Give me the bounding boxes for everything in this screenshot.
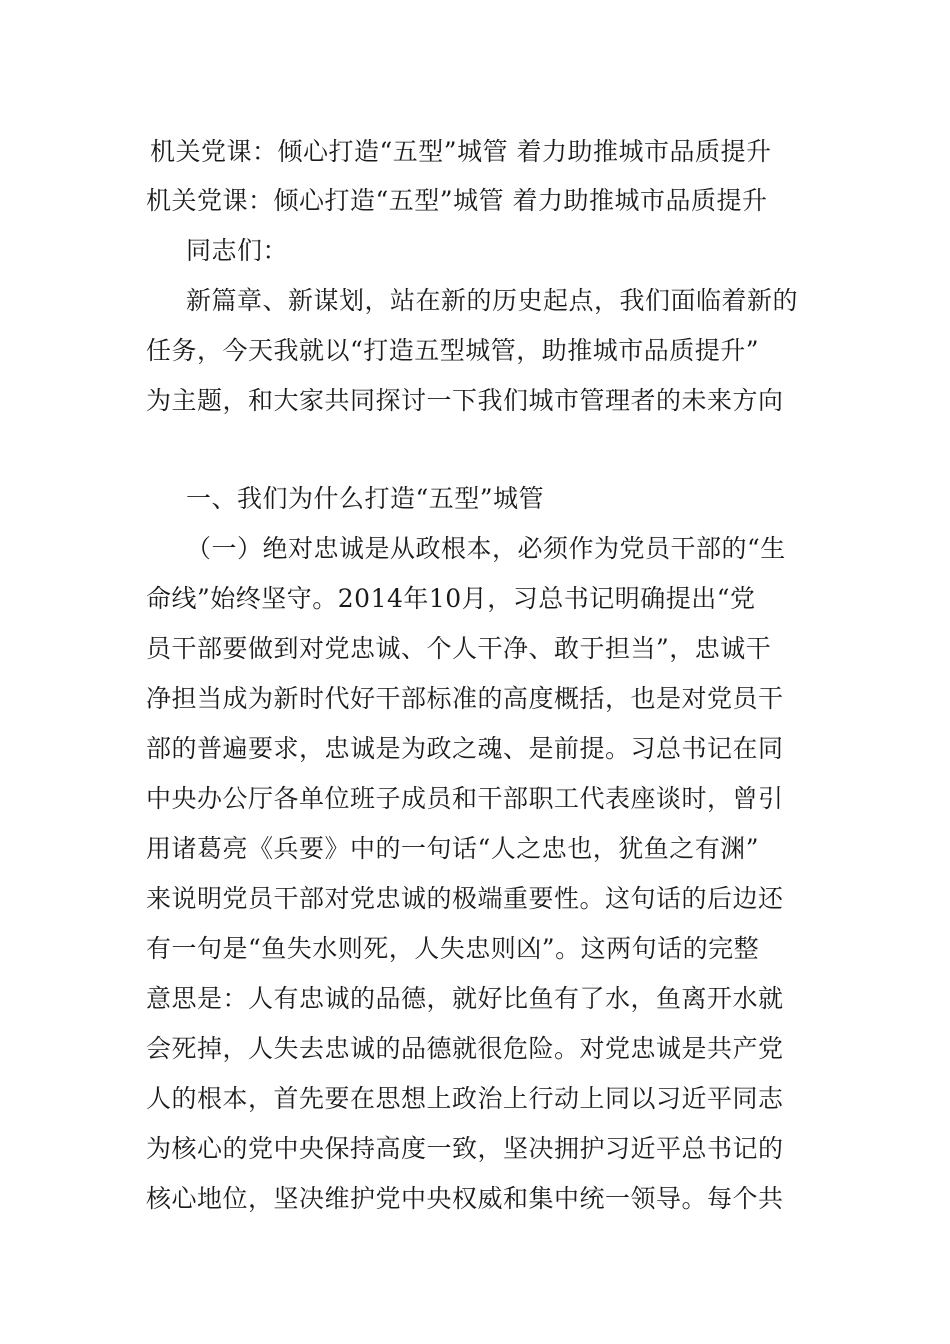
body-line: 员干部要做到对党忠诚、个人干净、敢于担当”，忠诚干: [146, 634, 772, 663]
body-line: 命线”始终坚守。2014年10月，习总书记明确提出“党: [146, 584, 756, 613]
body-line: 部的普遍要求，忠诚是为政之魂、是前提。习总书记在同: [146, 734, 784, 763]
document-title: 机关党课：倾心打造“五型”城管 着力助推城市品质提升: [150, 137, 772, 166]
body-line: 净担当成为新时代好干部标准的高度概括，也是对党员干: [146, 684, 784, 713]
section-heading: 一、我们为什么打造“五型”城管: [186, 484, 545, 513]
body-line: 为核心的党中央保持高度一致，坚决拥护习近平总书记的: [146, 1134, 784, 1163]
body-line: 意思是：人有忠诚的品德，就好比鱼有了水，鱼离开水就: [146, 984, 784, 1013]
body-line: 中央办公厅各单位班子成员和干部职工代表座谈时，曾引: [146, 784, 784, 813]
body-line: 有一句是“鱼失水则死，人失忠则凶”。这两句话的完整: [146, 934, 760, 963]
greeting: 同志们：: [186, 236, 289, 265]
paragraph-line: 任务，今天我就以“打造五型城管，助推城市品质提升”: [146, 336, 760, 365]
body-line: 核心地位，坚决维护党中央权威和集中统一领导。每个共: [146, 1184, 784, 1213]
body-line: 来说明党员干部对党忠诚的极端重要性。这句话的后边还: [146, 884, 784, 913]
body-line: 用诸葛亮《兵要》中的一句话“人之忠也，犹鱼之有渊”: [146, 834, 760, 863]
body-line: （一）绝对忠诚是从政根本，必须作为党员干部的“生: [186, 534, 786, 563]
paragraph-line: 新篇章、新谋划，站在新的历史起点，我们面临着新的: [186, 286, 799, 315]
paragraph-line: 为主题，和大家共同探讨一下我们城市管理者的未来方向: [146, 386, 784, 415]
body-line: 会死掉，人失去忠诚的品德就很危险。对党忠诚是共产党: [146, 1034, 784, 1063]
body-line: 人的根本，首先要在思想上政治上行动上同以习近平同志: [146, 1084, 784, 1113]
document-title-repeat: 机关党课：倾心打造“五型”城管 着力助推城市品质提升: [146, 186, 768, 215]
